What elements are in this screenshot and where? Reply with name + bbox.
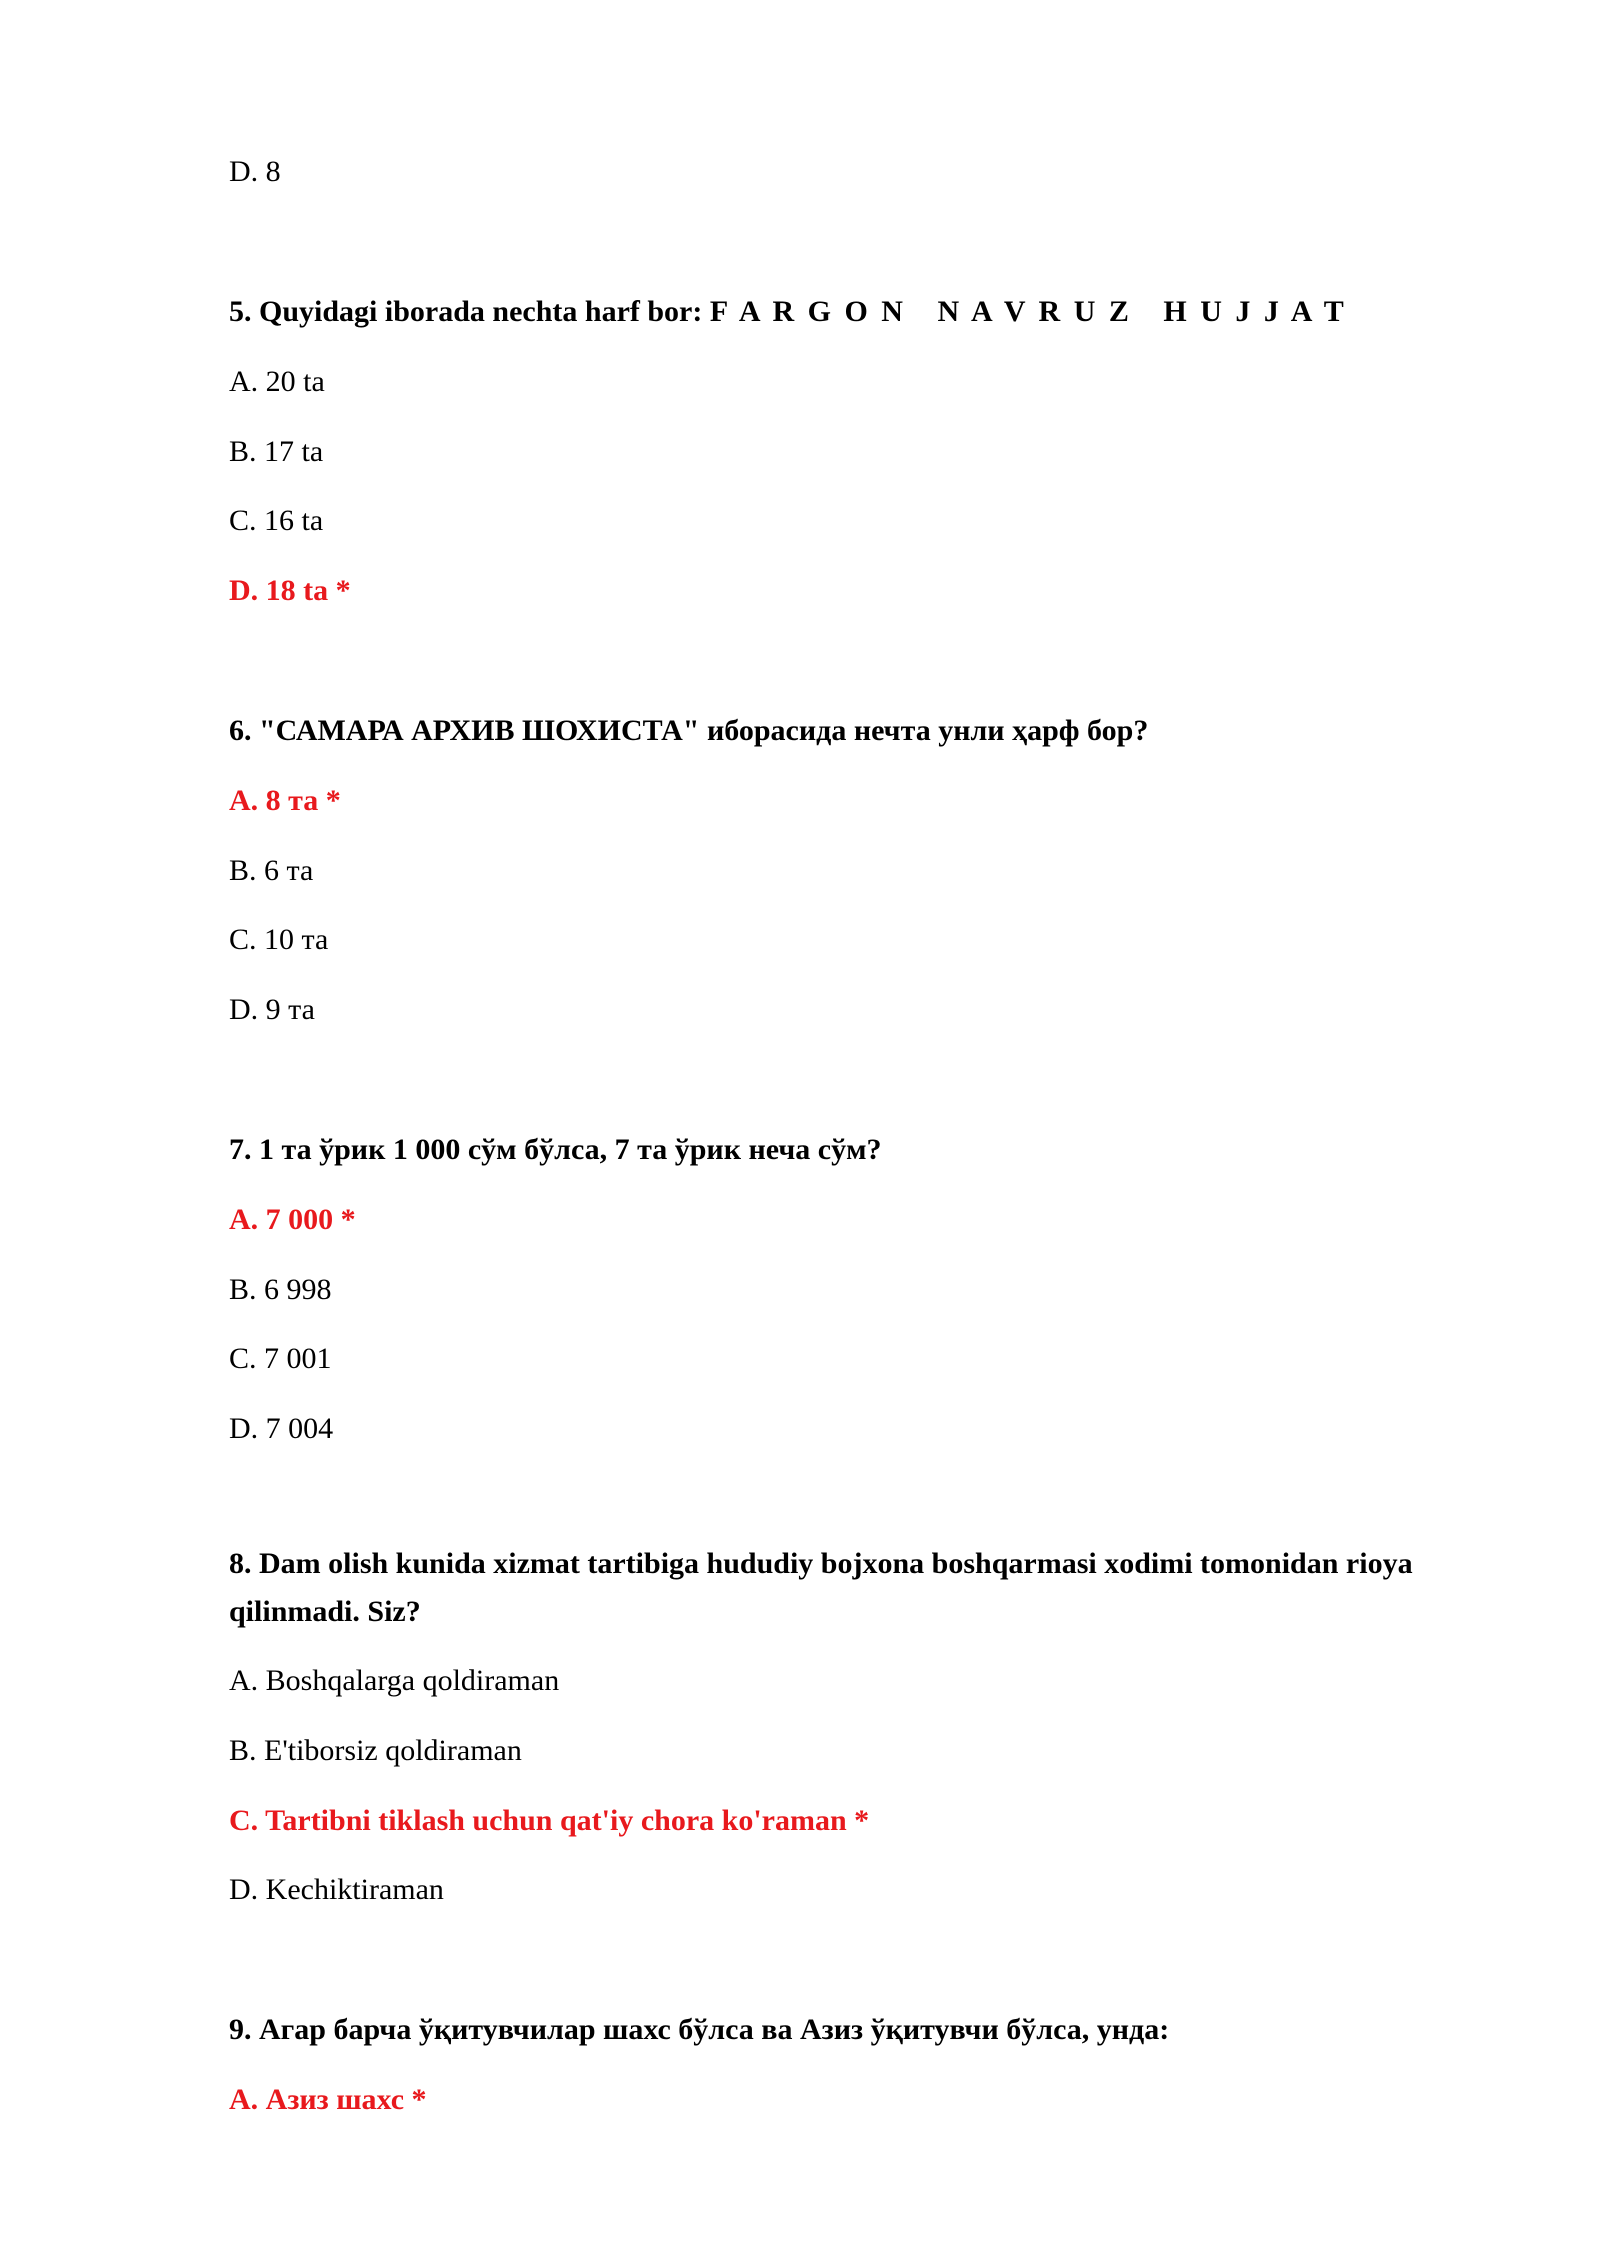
question-6-option-b: B. 6 та — [229, 854, 314, 887]
question-8-option-b: B. E'tiborsiz qoldiraman — [229, 1734, 522, 1767]
question-5 — [229, 292, 1347, 332]
question-7-option-b: B. 6 998 — [229, 1273, 332, 1306]
question-7-option-c: C. 7 001 — [229, 1342, 332, 1375]
question-7: 7. 1 та ўрик 1 000 сўм бўлса, 7 та ўрик неча сўм? — [229, 1133, 882, 1166]
option-d-previous: D. 8 — [229, 155, 281, 188]
question-6-option-d: D. 9 та — [229, 993, 315, 1026]
question-7-option-a-correct: A. 7 000 * — [229, 1203, 356, 1236]
question-6-option-c: C. 10 та — [229, 923, 329, 956]
question-6-option-a-correct: A. 8 та * — [229, 784, 341, 817]
question-6: 6. "САМАРА АРХИВ ШОХИСТА" иборасида нечта унли ҳарф бор? — [229, 714, 1149, 747]
question-5-option-a: A. 20 ta — [229, 365, 325, 398]
question-5-option-d-correct: D. 18 ta * — [229, 574, 351, 607]
question-5-option-c: C. 16 ta — [229, 504, 324, 537]
question-7-option-d: D. 7 004 — [229, 1412, 334, 1445]
question-5-text: 5. Quyidagi iborada nechta harf bor: — [229, 295, 710, 328]
question-5-option-b: B. 17 ta — [229, 435, 324, 468]
question-8-option-d: D. Kechiktiraman — [229, 1873, 444, 1906]
question-5-phrase: F A R G O N N A V R U Z H U J J A T — [709, 295, 1347, 328]
question-9: 9. Агар барча ўқитувчилар шахс бўлса ва Азиз ўқитувчи бўлса, унда: — [229, 2013, 1170, 2046]
question-8-option-c-correct: C. Tartibni tiklash uchun qat'iy chora ko'raman * — [229, 1804, 870, 1837]
question-8: 8. Dam olish kunida xizmat tartibiga hududiy bojxona boshqarmasi xodimi tomonidan rioya qilinmadi. Siz? — [229, 1547, 1413, 1628]
question-9-option-a-correct: A. Азиз шахс * — [229, 2083, 427, 2116]
question-8-option-a: A. Boshqalarga qoldiraman — [229, 1664, 560, 1697]
